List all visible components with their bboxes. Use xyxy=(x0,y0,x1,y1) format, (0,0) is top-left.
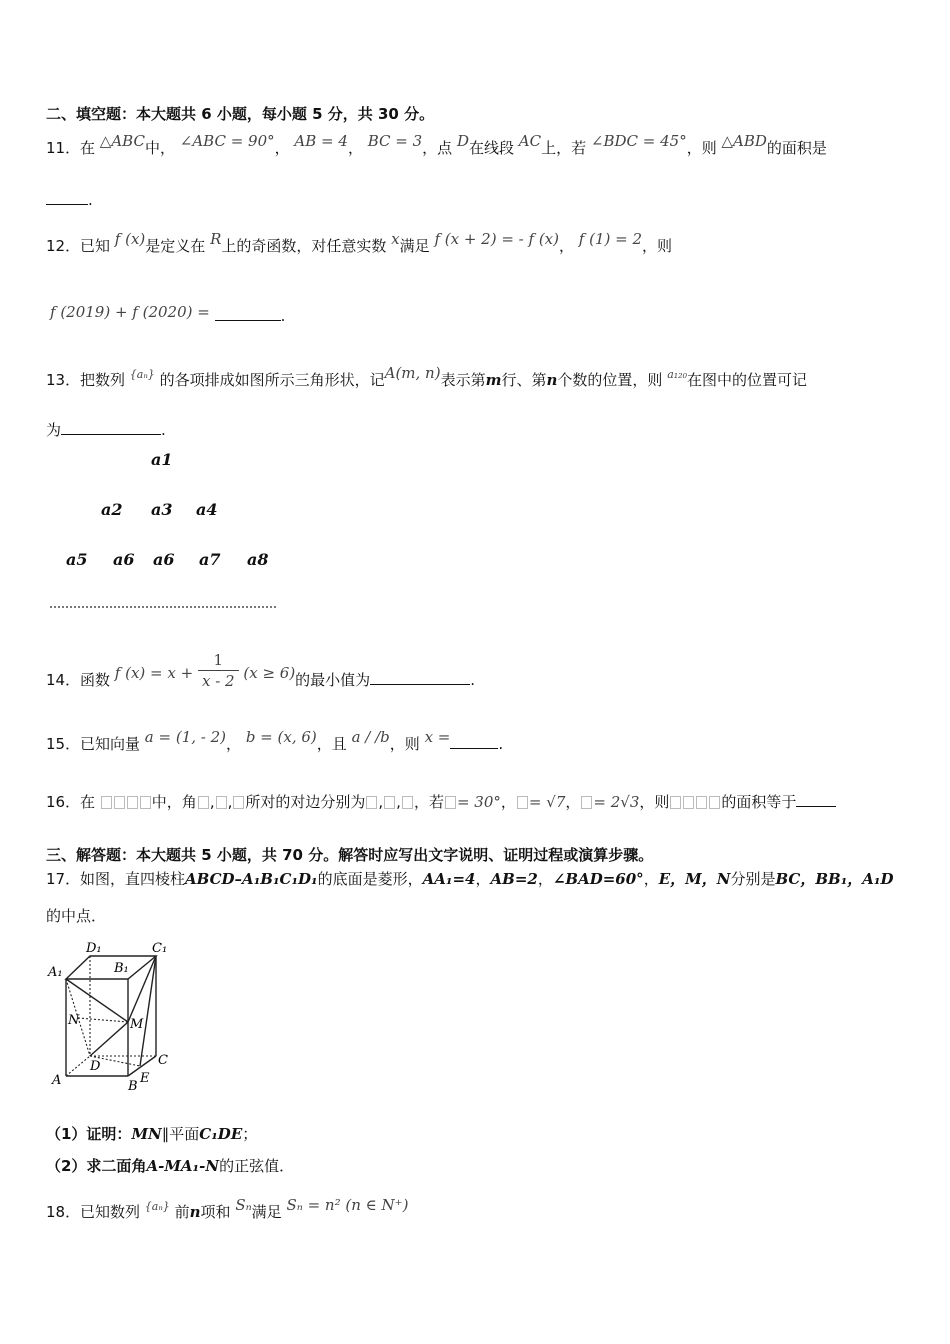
math: f (x) xyxy=(114,230,146,248)
math: x = xyxy=(424,728,451,746)
question-number: 15． xyxy=(46,735,81,753)
top-face xyxy=(66,956,156,979)
question-17-cont: 的中点． xyxy=(46,907,107,925)
question-15: 15．已知向量 a = (1, - 2)， b = (x, 6)，且 a / /b，则 x = . xyxy=(46,728,504,753)
triangle-term: a1 xyxy=(151,450,173,469)
math: {aₙ} xyxy=(129,368,155,381)
question-17-part-2: （2）求二面角A-MA₁-N的正弦值． xyxy=(46,1157,295,1175)
math: {aₙ} xyxy=(144,1200,170,1213)
section-2-heading: 二、填空题：本大题共 6 小题，每小题 5 分，共 30 分。 xyxy=(46,105,435,123)
math: AC xyxy=(518,132,542,150)
math: D xyxy=(456,132,469,150)
blank xyxy=(46,190,88,205)
math: (x ≥ 6) xyxy=(243,664,296,682)
missing-glyph xyxy=(402,796,413,809)
math: a / /b xyxy=(351,728,390,746)
math: Sₙ xyxy=(235,1196,252,1214)
math: = √7 xyxy=(528,793,566,811)
missing-glyph xyxy=(445,796,456,809)
missing-glyph xyxy=(683,796,694,809)
label-b: B xyxy=(128,1079,138,1094)
triangle-term: a6 xyxy=(153,550,175,569)
question-11: 11．在 △ABC中， ∠ABC = 90°， AB = 4， BC = 3，点 D在线段 AC上，若 ∠BDC = 45°，则 △ABD的面积是 xyxy=(46,132,827,157)
missing-glyph xyxy=(709,796,720,809)
missing-glyph xyxy=(696,796,707,809)
missing-glyph xyxy=(216,796,227,809)
missing-glyph xyxy=(140,796,151,809)
blank xyxy=(215,306,281,321)
triangle-term: a5 xyxy=(66,550,88,569)
question-number: 16． xyxy=(46,793,81,811)
missing-glyph xyxy=(127,796,138,809)
missing-glyph xyxy=(198,796,209,809)
math: △ABD xyxy=(721,132,767,150)
triangle-term: a8 xyxy=(247,550,269,569)
math: f (x + 2) = - f (x) xyxy=(434,230,559,248)
question-13: 13．把数列 $^{\{a_n\}}$ 的各项排成如图所示三角形状，记A(m, n)表示第m行、第n个数的位置，则 $^{a_{120}}$在图中的位置可记 xyxy=(46,364,807,389)
question-number: 12． xyxy=(46,237,81,255)
missing-glyph xyxy=(670,796,681,809)
math: f (x) = x + xyxy=(114,664,194,682)
triangle-term: a2 xyxy=(101,500,123,519)
triangle-term: a3 xyxy=(151,500,173,519)
missing-glyph xyxy=(233,796,244,809)
math: Sₙ = n² (n ∈ N⁺) xyxy=(286,1196,409,1214)
label-d1: D₁ xyxy=(86,941,102,956)
question-number: 17． xyxy=(46,870,81,888)
math: ∠BDC = 45° xyxy=(590,132,687,150)
label-c: C xyxy=(158,1053,168,1068)
triangle-term: a4 xyxy=(196,500,218,519)
question-18: 18．已知数列 $^{\{a_n\}}$ 前n项和 Sₙ满足 Sₙ = n² (n ∈ N⁺) xyxy=(46,1196,409,1221)
missing-glyph xyxy=(101,796,112,809)
question-number: 13． xyxy=(46,371,81,389)
label-c1: C₁ xyxy=(152,941,168,956)
triangle-term: a7 xyxy=(199,550,221,569)
math: ∠ABC = 90° xyxy=(179,132,275,150)
dotted-continuation xyxy=(50,606,276,608)
label-n: N xyxy=(68,1013,80,1028)
label-m: M xyxy=(130,1017,144,1032)
question-12-expression: f (2019) + f (2020) = . xyxy=(50,303,286,325)
math: f (2019) + f (2020) = xyxy=(50,303,210,321)
math: BC = 3 xyxy=(367,132,423,150)
question-number: 11． xyxy=(46,139,81,157)
blank xyxy=(370,670,470,685)
blank xyxy=(61,420,161,435)
label-d: D xyxy=(90,1059,101,1074)
missing-glyph xyxy=(517,796,528,809)
question-17: 17．如图，直四棱柱ABCD–A₁B₁C₁D₁的底面是菱形，AA₁=4，AB=2，∠BAD=60°，E，M，N分别是BC，BB₁，A₁D xyxy=(46,870,894,888)
question-number: 18． xyxy=(46,1203,81,1221)
label-e: E xyxy=(140,1071,150,1086)
missing-glyph xyxy=(384,796,395,809)
label-a1: A₁ xyxy=(48,965,63,980)
prism-figure xyxy=(44,936,174,1096)
math: a₁₂₀ xyxy=(667,368,687,381)
blank xyxy=(450,734,498,749)
missing-glyph xyxy=(366,796,377,809)
question-17-part-1: （1）证明：MN∥平面C₁DE； xyxy=(46,1125,258,1143)
blank xyxy=(796,792,836,807)
question-12: 12．已知 f (x)是定义在 R上的奇函数，对任意实数 x满足 f (x + 2) = - f (x)， f (1) = 2，则 xyxy=(46,230,673,255)
label-b1: B₁ xyxy=(114,961,129,976)
math: a = (1, - 2) xyxy=(144,728,227,746)
missing-glyph xyxy=(581,796,592,809)
question-number: 14． xyxy=(46,671,81,689)
answer-blank-11: . xyxy=(46,190,93,210)
math: R xyxy=(210,230,222,248)
question-16: 16．在 中，角 , , 所对的对边分别为 , , ，若 = 30°， = √7， = 2√3，则 的面积等于 xyxy=(46,792,836,812)
math: = 30° xyxy=(456,793,501,811)
math: △ABC xyxy=(99,132,145,150)
label-a: A xyxy=(52,1073,62,1088)
math: A(m, n) xyxy=(384,364,441,382)
triangle-term: a6 xyxy=(113,550,135,569)
math: x xyxy=(391,230,400,248)
math: b = (x, 6) xyxy=(245,728,317,746)
math: AB = 4 xyxy=(294,132,348,150)
math: = 2√3 xyxy=(593,793,640,811)
section-3-heading: 三、解答题：本大题共 5 小题，共 70 分。解答时应写出文字说明、证明过程或演算步骤。 xyxy=(46,846,654,864)
fraction: $\frac{1}{x - 2}$ xyxy=(198,650,239,691)
missing-glyph xyxy=(114,796,125,809)
question-14: 14．函数 f (x) = x + $\frac{1}{x - 2}$ (x ≥ 6)的最小值为 . xyxy=(46,651,475,690)
math: f (1) = 2 xyxy=(578,230,643,248)
question-13-answer-line: 为 . xyxy=(46,421,166,439)
